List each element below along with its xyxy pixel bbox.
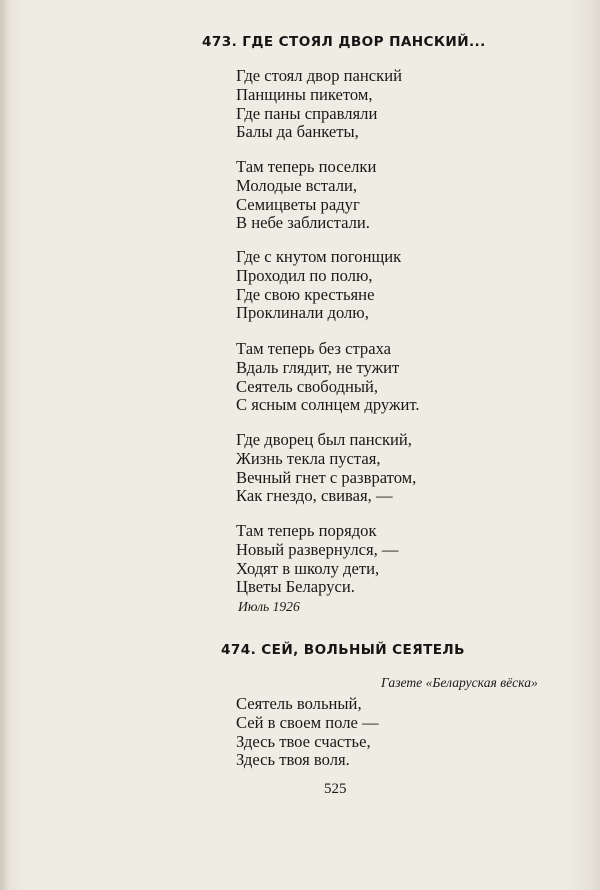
poem-473-title: 473. ГДЕ СТОЯЛ ДВОР ПАНСКИЙ... [202,34,486,50]
poem-474-stanza: Сеятель вольный, Сей в своем поле — Здесь твое счастье, Здесь твоя воля. [236,694,379,770]
poem-473-stanza-5: Где дворец был панский, Жизнь текла пустая, Вечный гнет с развратом, Как гнездо, свивая, — [236,430,417,506]
poem-473-stanza-3: Где с кнутом погонщик Проходил по полю, Где свою крестьяне Проклинали долю, [236,247,402,323]
poem-474-title: 474. СЕЙ, ВОЛЬНЫЙ СЕЯТЕЛЬ [221,642,465,658]
poem-473-stanza-6: Там теперь порядок Новый развернулся, — Ходят в школу дети, Цветы Беларуси. [236,521,399,597]
page-number: 525 [324,781,347,797]
poem-473-stanza-4: Там теперь без страха Вдаль глядит, не тужит Сеятель свободный, С ясным солнцем дружит. [236,339,420,415]
page-gutter-shadow [0,0,10,890]
poem-473-date: Июль 1926 [238,599,300,614]
poem-473-stanza-2: Там теперь поселки Молодые встали, Семицветы радуг В небе заблистали. [236,157,377,233]
poem-473-stanza-1: Где стоял двор панский Панщины пикетом, Где паны справляли Балы да банкеты, [236,66,402,142]
poem-474-dedication: Газете «Беларуская вёска» [381,675,538,690]
